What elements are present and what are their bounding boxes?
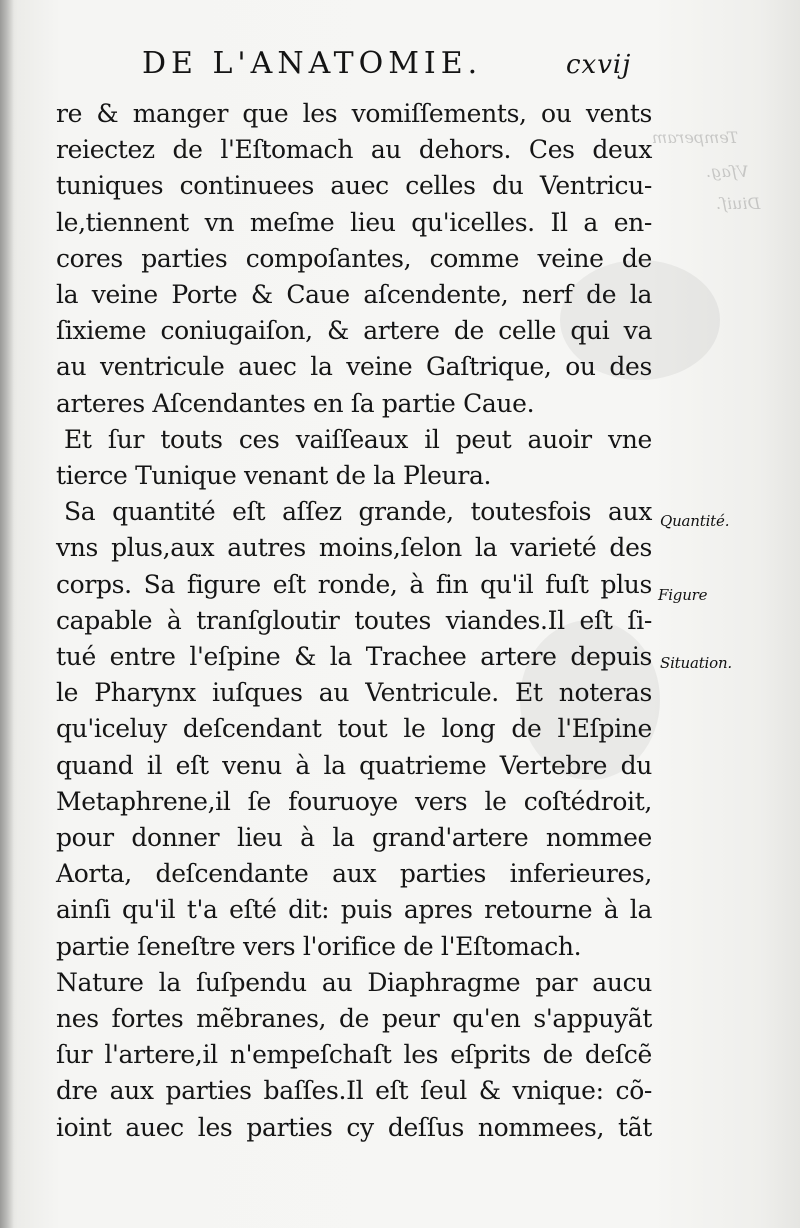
text-line: dre aux parties baſſes.Il eſt ſeul & vnique: cõ- xyxy=(56,1076,652,1106)
text-line: tuniques continuees auec celles du Ventricu- xyxy=(56,171,652,201)
bleed-through-text: Temperam xyxy=(652,128,739,147)
gutter-shadow xyxy=(0,0,14,1228)
text-line: ſur l'artere,il n'empeſchaſt les eſprits de deſcẽ xyxy=(56,1040,652,1070)
text-line: Aorta, deſcendante aux parties inferieures, xyxy=(56,859,652,889)
text-line: tué entre l'eſpine & la Trachee artere depuis xyxy=(56,642,652,672)
text-line: nes fortes mẽbranes, de peur qu'en s'appuyãt xyxy=(56,1004,652,1034)
margin-note-figure: Figure xyxy=(658,586,708,604)
text-line: Et ſur touts ces vaiſſeaux il peut auoir vne xyxy=(64,424,652,454)
page-header xyxy=(0,44,800,94)
text-line: corps. Sa figure eſt ronde, à fin qu'il fuſt plus xyxy=(56,569,652,599)
body-text xyxy=(56,96,652,1146)
margin-note-quantite: Quantité. xyxy=(660,512,730,530)
text-line: arteres Aſcendantes en ſa partie Caue. xyxy=(56,388,535,418)
margin-note-situation: Situation. xyxy=(660,654,732,672)
text-line: reiectez de l'Eſtomach au dehors. Ces deux xyxy=(56,135,652,165)
text-line: cores parties compoſantes, comme veine de xyxy=(56,243,652,273)
text-line: Nature la ſuſpendu au Diaphragme par aucu xyxy=(56,967,652,997)
text-line: la veine Porte & Caue aſcendente, nerf de la xyxy=(56,280,652,310)
text-line: Sa quantité eſt aſſez grande, toutesfois aux xyxy=(64,497,652,527)
text-line: ioint auec les parties cy deſſus nommees, tãt xyxy=(56,1112,652,1142)
bleed-through-text: Vſag. xyxy=(706,162,749,181)
text-line: capable à tranſgloutir toutes viandes.Il eſt ſi- xyxy=(56,605,652,635)
text-line: partie ſeneſtre vers l'orifice de l'Eſtomach. xyxy=(56,931,582,961)
text-line: au ventricule auec la veine Gaſtrique, ou des xyxy=(56,352,652,382)
page-number: cxvij xyxy=(566,50,632,80)
text-line: ſixieme coniugaiſon, & artere de celle qui va xyxy=(56,316,652,346)
text-line: quand il eſt venu à la quatrieme Vertebre du xyxy=(56,750,652,780)
text-line: tierce Tunique venant de la Pleura. xyxy=(56,461,492,491)
bleed-through-text: Diuiſ. xyxy=(716,194,761,213)
text-line: le,tiennent vn meſme lieu qu'icelles. Il a en- xyxy=(56,207,652,237)
running-title: DE L'ANATOMIE. xyxy=(142,46,483,81)
text-line: re & manger que les vomiſſements, ou vents xyxy=(56,99,652,128)
text-line: vns plus,aux autres moins,ſelon la varieté des xyxy=(56,533,652,563)
text-line: qu'iceluy deſcendant tout le long de l'Eſpine xyxy=(56,714,652,744)
text-line: ainſi qu'il t'a eſté dit: puis apres retourne à la xyxy=(56,895,652,925)
text-line: le Pharynx iuſques au Ventricule. Et noteras xyxy=(56,678,652,708)
text-line: pour donner lieu à la grand'artere nommee xyxy=(56,823,652,853)
text-line: Metaphrene,il ſe fouruoye vers le coſtédroit, xyxy=(56,786,652,816)
